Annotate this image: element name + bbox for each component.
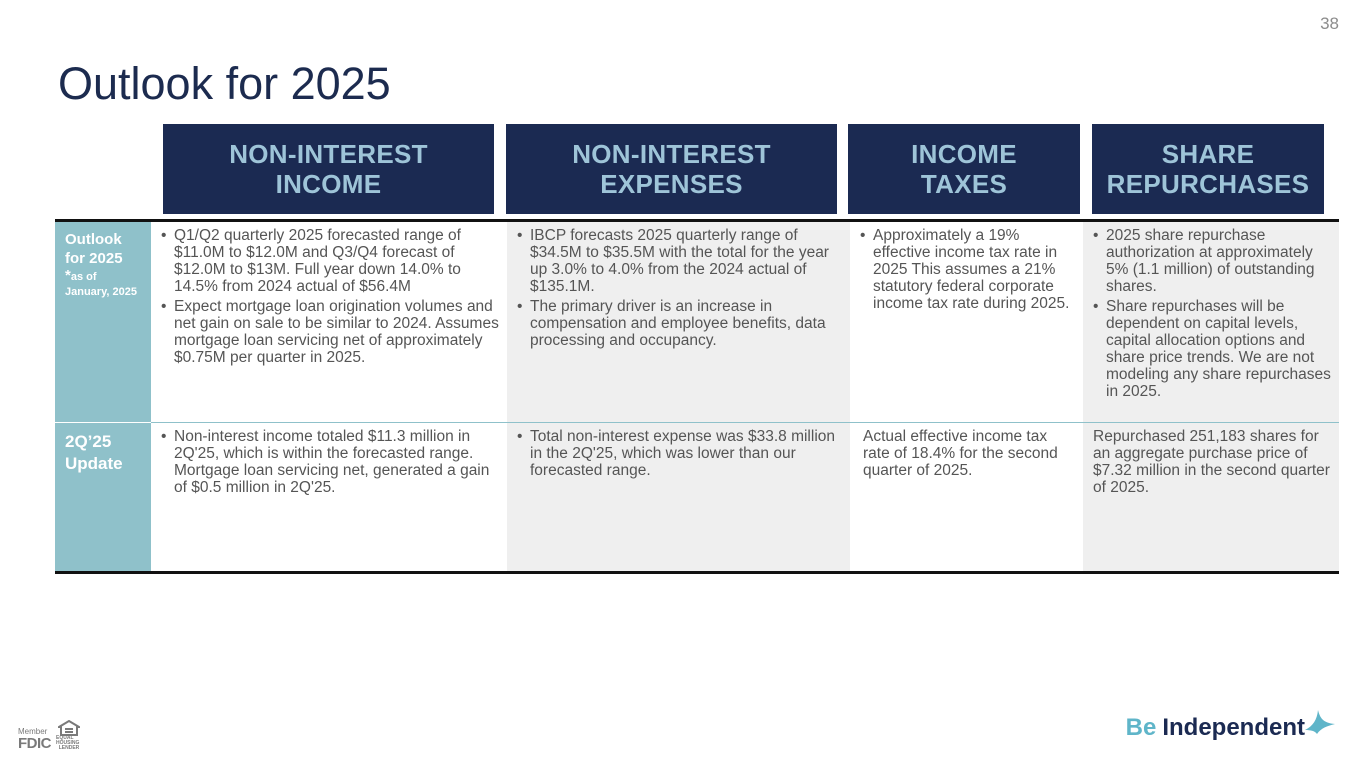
column-header-income-taxes: INCOME TAXES [848, 124, 1080, 214]
fdic-name-text: FDIC [18, 735, 51, 752]
bullet-list [860, 227, 1075, 312]
table-cell [507, 222, 850, 422]
table-cell [151, 222, 507, 422]
brand-be: Be [1125, 714, 1157, 741]
table-cell [1083, 222, 1339, 422]
row-label-2q25-update [55, 423, 151, 572]
bird-icon [1303, 706, 1337, 736]
list-item: • Expect mortgage loan origination volumes and net gain on sale to be similar to 2024. Assumes mortgage loan servicing net of approximately $0.75M per quarter in 2025. [161, 298, 499, 366]
bullet-list [517, 428, 842, 479]
row-label-note: *as of January, 2025 [65, 267, 137, 298]
table-bottom-rule [55, 571, 1339, 574]
cell-text: Actual effective income tax rate of 18.4% for the second quarter of 2025. [863, 428, 1058, 479]
ehl-line2: LENDER [58, 745, 80, 751]
list-item: • 2025 share repurchase authorization at approximately 5% (1.1 million) of outstanding shares. [1093, 227, 1331, 295]
list-item: • IBCP forecasts 2025 quarterly range of $34.5M to $35.5M with the total for the year up 3.0% to 4.0% from the 2024 actual of $135.1M. [517, 227, 842, 295]
equal-housing-lender-icon [56, 720, 82, 751]
table-cell [1083, 423, 1339, 572]
list-item: • Share repurchases will be dependent on capital levels, capital allocation options and share price trends. We are not modeling any share repurchases in 2025. [1093, 298, 1331, 400]
ehl-line1: EQUAL HOUSING [56, 735, 80, 746]
brand-logo [1126, 706, 1337, 742]
house-icon [58, 720, 80, 736]
column-header-non-interest-income: NON-INTEREST INCOME [163, 124, 494, 214]
bullet-list [1093, 227, 1331, 400]
page-number: 38 [1320, 14, 1339, 33]
fdic-logo [18, 720, 82, 751]
cell-text: Repurchased 251,183 shares for an aggregate purchase price of $7.32 million in the second quarter of 2025. [1093, 428, 1330, 496]
row-label-main: Outlook for 2025 [65, 231, 123, 267]
list-item: • Approximately a 19% effective income tax rate in 2025 This assumes a 21% statutory federal corporate income tax rate during 2025. [860, 227, 1075, 312]
brand-independent: Independent [1162, 714, 1305, 741]
table-cell [507, 423, 850, 572]
column-header-non-interest-expenses: NON-INTEREST EXPENSES [506, 124, 837, 214]
list-item: • Non-interest income totaled $11.3 million in 2Q'25, which is within the forecasted range. Mortgage loan servicing net, generated a gain of $0.5 million in 2Q'25. [161, 428, 499, 496]
fdic-member-text: Member [18, 727, 48, 736]
column-header-share-repurchases: SHARE REPURCHASES [1092, 124, 1324, 214]
list-item: • The primary driver is an increase in compensation and employee benefits, data processing and occupancy. [517, 298, 842, 349]
bullet-list [517, 227, 842, 349]
table-cell [850, 222, 1083, 422]
list-item: • Q1/Q2 quarterly 2025 forecasted range of $11.0M to $12.0M and Q3/Q4 forecast of $12.0M to $13M. Full year down 14.0% to 14.5% from 2024 actual of $56.4M [161, 227, 499, 295]
bullet-list [161, 227, 499, 366]
bullet-list [161, 428, 499, 496]
page-title: Outlook for 2025 [58, 58, 391, 109]
row-label-outlook [55, 222, 151, 422]
table-cell [151, 423, 507, 572]
list-item: • Total non-interest expense was $33.8 million in the 2Q'25, which was lower than our forecasted range. [517, 428, 842, 479]
row-label-main: 2Q’25 Update [65, 432, 123, 473]
table-cell [850, 423, 1083, 572]
